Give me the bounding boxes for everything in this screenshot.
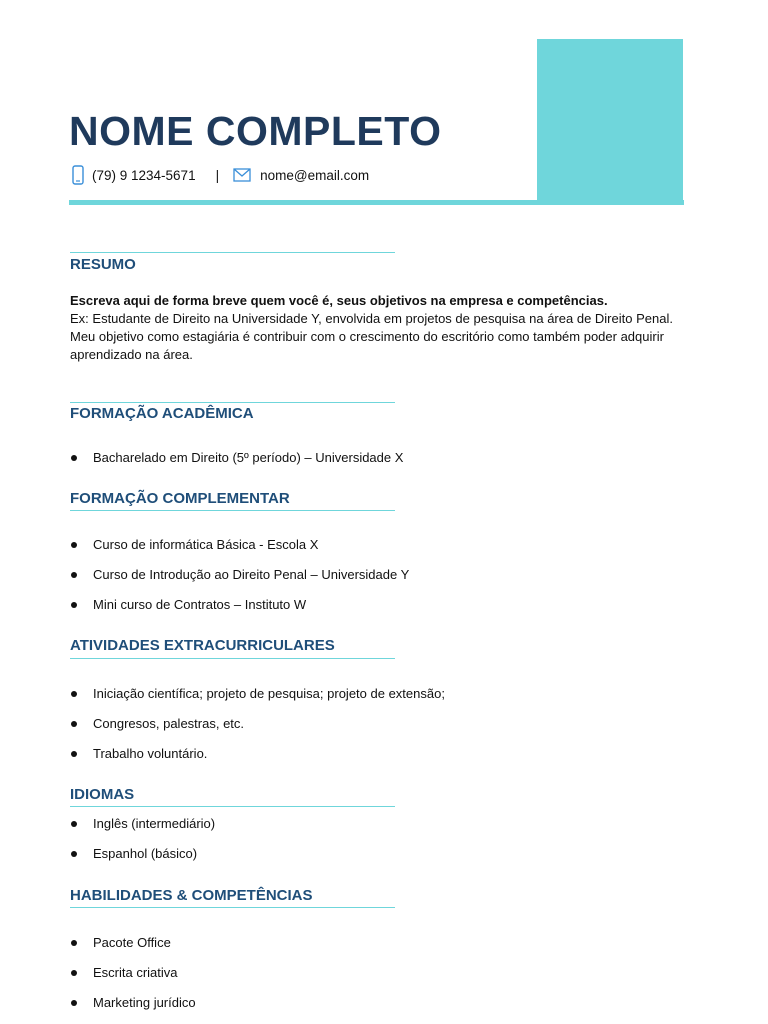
list-item: Curso de informática Básica - Escola X xyxy=(70,535,409,565)
list-item: Mini curso de Contratos – Instituto W xyxy=(70,595,409,625)
summary-text xyxy=(70,292,690,364)
bullet-icon xyxy=(71,851,77,857)
list-item: Trabalho voluntário. xyxy=(70,744,445,774)
envelope-icon xyxy=(233,168,251,182)
bullet-icon xyxy=(71,455,77,461)
section-rule xyxy=(70,510,395,511)
section-title-formacao-complementar: FORMAÇÃO COMPLEMENTAR xyxy=(70,490,290,507)
section-rule xyxy=(70,658,395,659)
bullet-icon xyxy=(71,691,77,697)
summary-lead: Escreva aqui de forma breve quem você é, seus objetivos na empresa e competências. xyxy=(70,293,608,308)
summary-body: Ex: Estudante de Direito na Universidade Y, envolvida em projetos de pesquisa na área de Direito Penal. Meu objetivo como estagiária é contribuir com o crescimento do escritório como também poder adquirir aprendizado na área. xyxy=(70,311,673,362)
formacao-complementar-list xyxy=(70,535,409,625)
contact-separator: | xyxy=(215,167,220,183)
section-title-resumo: RESUMO xyxy=(70,256,136,273)
bullet-icon xyxy=(71,1000,77,1006)
list-item: Iniciação científica; projeto de pesquisa; projeto de extensão; xyxy=(70,684,445,714)
list-item: Marketing jurídico xyxy=(70,993,196,1023)
email-address[interactable]: nome@email.com xyxy=(260,167,370,183)
bullet-icon xyxy=(71,721,77,727)
list-item: Espanhol (básico) xyxy=(70,844,215,874)
list-item: Escrita criativa xyxy=(70,963,196,993)
phone-number[interactable]: (79) 9 1234-5671 xyxy=(92,167,196,183)
bullet-icon xyxy=(71,542,77,548)
list-item: Curso de Introdução ao Direito Penal – Universidade Y xyxy=(70,565,409,595)
section-title-formacao-academica: FORMAÇÃO ACADÊMICA xyxy=(70,405,254,422)
full-name: NOME COMPLETO xyxy=(69,108,442,154)
bullet-icon xyxy=(71,572,77,578)
section-rule xyxy=(70,252,395,253)
formacao-academica-list xyxy=(70,448,403,478)
section-rule xyxy=(70,402,395,403)
idiomas-list xyxy=(70,814,215,874)
bullet-icon xyxy=(71,602,77,608)
list-item: Inglês (intermediário) xyxy=(70,814,215,844)
list-item: Congresos, palestras, etc. xyxy=(70,714,445,744)
bullet-icon xyxy=(71,940,77,946)
list-item: Pacote Office xyxy=(70,933,196,963)
section-title-idiomas: IDIOMAS xyxy=(70,786,135,803)
phone-icon xyxy=(72,165,84,185)
list-item: Bacharelado em Direito (5º período) – Universidade X xyxy=(70,448,403,478)
atividades-list xyxy=(70,684,445,774)
bullet-icon xyxy=(71,821,77,827)
section-title-habilidades: HABILIDADES & COMPETÊNCIAS xyxy=(70,887,313,904)
section-rule xyxy=(70,806,395,807)
header-divider xyxy=(69,200,684,205)
section-rule xyxy=(70,907,395,908)
accent-block xyxy=(537,39,683,205)
section-title-atividades: ATIVIDADES EXTRACURRICULARES xyxy=(70,637,335,654)
bullet-icon xyxy=(71,751,77,757)
bullet-icon xyxy=(71,970,77,976)
habilidades-list xyxy=(70,933,196,1023)
contact-line xyxy=(72,164,369,186)
